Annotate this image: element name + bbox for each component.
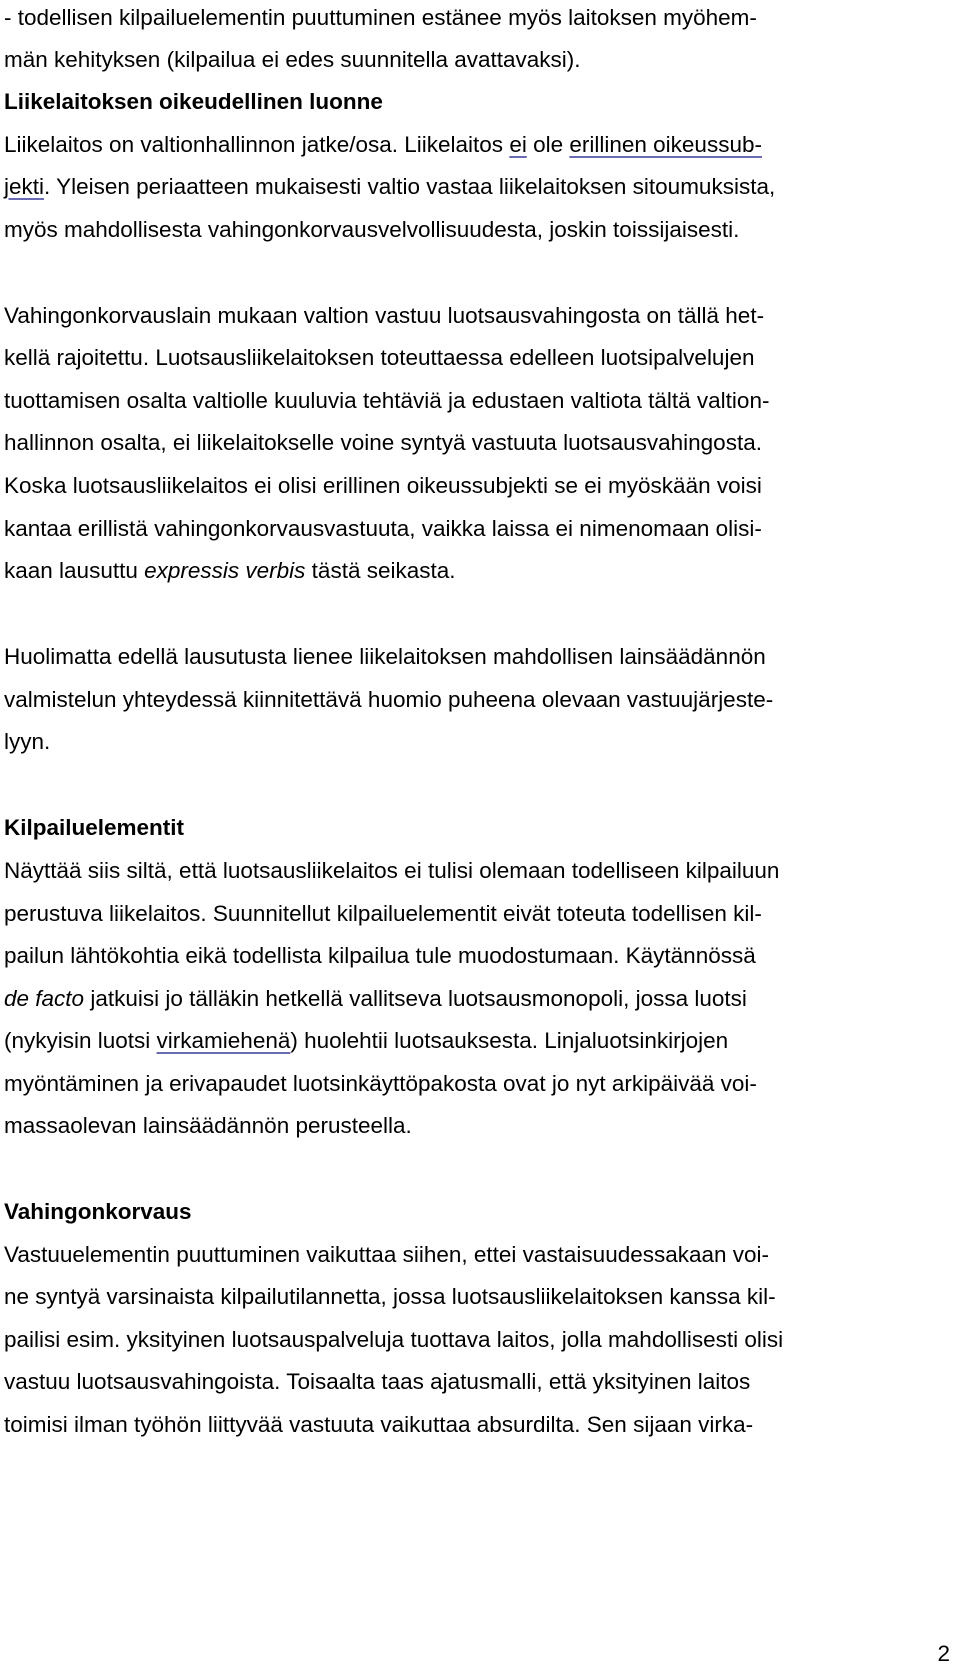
text-line: perustuva liikelaitos. Suunnitellut kilpailuelementit eivät toteuta todellisen kil-	[4, 901, 762, 926]
text-segment: (nykyisin luotsi	[4, 1028, 157, 1053]
text-line	[4, 985, 954, 1013]
text-line: pailisi esim. yksityinen luotsauspalveluja tuottava laitos, jolla mahdollisesti olisi	[4, 1327, 784, 1352]
text-line: valmistelun yhteydessä kiinnitettävä huomio puheena olevaan vastuujärjeste-	[4, 687, 774, 712]
text-line: kellä rajoitettu. Luotsausliikelaitoksen toteuttaessa edelleen luotsipalvelujen	[4, 345, 755, 370]
text-segment: . Yleisen periaatteen mukaisesti valtio vastaa liikelaitoksen sitoumuksista,	[44, 174, 776, 199]
text-line: hallinnon osalta, ei liikelaitokselle voine syntyä vastuuta luotsausvahingosta.	[4, 430, 762, 455]
section-heading: Vahingonkorvaus	[4, 1199, 192, 1224]
text-line: toimisi ilman työhön liittyvää vastuuta vaikuttaa absurdilta. Sen sijaan virka-	[4, 1412, 754, 1437]
text-line: pailun lähtökohtia eikä todellista kilpailua tule muodostumaan. Käytännössä	[4, 943, 756, 968]
text-line: män kehityksen (kilpailua ei edes suunnitella avattavaksi).	[4, 47, 581, 72]
text-line	[4, 173, 954, 201]
text-line	[4, 1027, 954, 1055]
underlined-term: virkamiehenä	[156, 1028, 291, 1053]
text-segment: jatkuisi jo tälläkin hetkellä vallitseva luotsausmonopoli, jossa luotsi	[84, 986, 747, 1011]
text-line	[4, 131, 954, 159]
text-line: myöntäminen ja erivapaudet luotsinkäyttöpakosta ovat jo nyt arkipäivää voi-	[4, 1071, 757, 1096]
text-line: Koska luotsausliikelaitos ei olisi erillinen oikeussubjekti se ei myöskään voisi	[4, 473, 762, 498]
section-heading: Kilpailuelementit	[4, 815, 185, 840]
text-segment: ) huolehtii luotsauksesta. Linjaluotsinkirjojen	[290, 1028, 729, 1053]
text-line: Vahingonkorvauslain mukaan valtion vastuu luotsausvahingosta on tällä het-	[4, 303, 765, 328]
text-line	[4, 557, 954, 585]
text-line: lyyn.	[4, 729, 51, 754]
italic-term: de facto	[4, 986, 85, 1011]
text-line: myös mahdollisesta vahingonkorvausvelvollisuudesta, joskin toissijaisesti.	[4, 217, 740, 242]
text-segment: tästä seikasta.	[305, 558, 456, 583]
text-line: Näyttää siis siltä, että luotsausliikelaitos ei tulisi olemaan todelliseen kilpailuun	[4, 858, 780, 883]
text-segment: ole	[526, 132, 570, 157]
italic-term: expressis verbis	[144, 558, 306, 583]
text-line: ne syntyä varsinaista kilpailutilannetta, jossa luotsausliikelaitoksen kanssa kil-	[4, 1284, 776, 1309]
underlined-term: jekti	[4, 174, 45, 199]
text-line: Huolimatta edellä lausutusta lienee liikelaitoksen mahdollisen lainsäädännön	[4, 644, 766, 669]
text-segment: Liikelaitos on valtionhallinnon jatke/osa. Liikelaitos	[4, 132, 510, 157]
text-line: - todellisen kilpailuelementin puuttuminen estänee myös laitoksen myöhem-	[4, 5, 757, 30]
underlined-term: erillinen oikeussub-	[569, 132, 762, 157]
section-heading: Liikelaitoksen oikeudellinen luonne	[4, 89, 383, 114]
text-segment: kaan lausuttu	[4, 558, 145, 583]
text-line: tuottamisen osalta valtiolle kuuluvia tehtäviä ja edustaen valtiota tältä valtion-	[4, 388, 770, 413]
underlined-term: ei	[509, 132, 527, 157]
text-line: kantaa erillistä vahingonkorvausvastuuta, vaikka laissa ei nimenomaan olisi-	[4, 516, 762, 541]
text-line: Vastuuelementin puuttuminen vaikuttaa siihen, ettei vastaisuudessakaan voi-	[4, 1242, 770, 1267]
text-line: massaolevan lainsäädännön perusteella.	[4, 1113, 412, 1138]
page-number: 2	[937, 1641, 950, 1666]
text-line: vastuu luotsausvahingoista. Toisaalta taas ajatusmalli, että yksityinen laitos	[4, 1369, 751, 1394]
